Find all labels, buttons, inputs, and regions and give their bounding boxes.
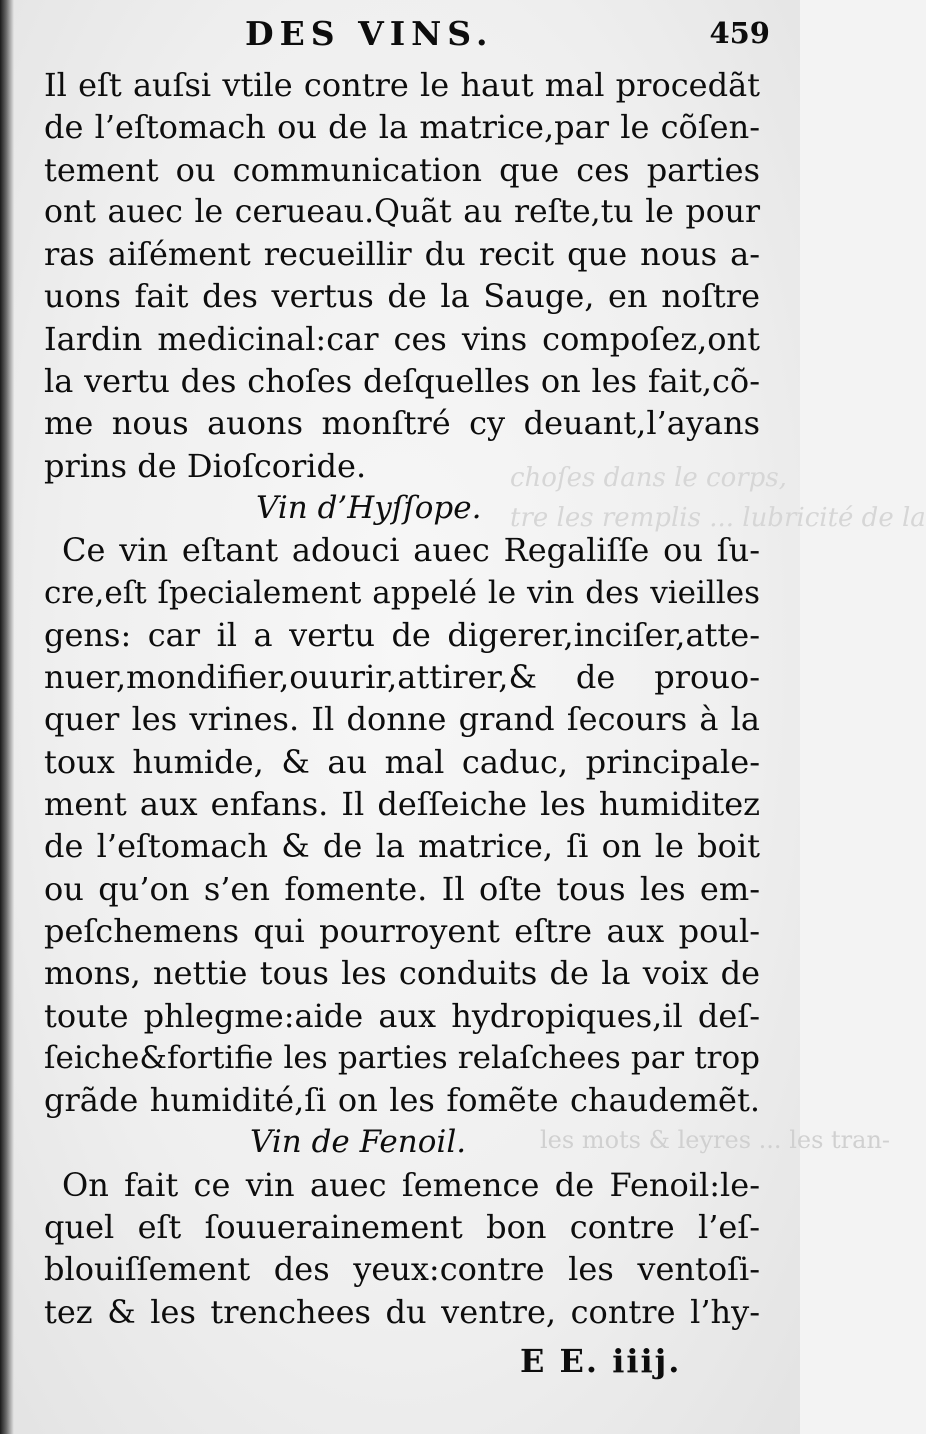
- text-line: la vertu des choſes deſquelles on les fait,cõ-: [44, 362, 760, 401]
- text-line: toute phlegme:aide aux hydropiques,il deſ-: [44, 996, 760, 1035]
- text-line: prins de Dioſcoride.: [44, 446, 367, 485]
- text-line: tez & les trenchees du ventre, contre l’hy-: [44, 1292, 760, 1331]
- text-line: Iardin medicinal:car ces vins compoſez,ont: [44, 319, 760, 358]
- section-heading-hyssope: Vin d’Hyſſope.: [256, 489, 482, 526]
- page-header: [40, 14, 780, 58]
- text-line: me nous auons monſtré cy deuant,l’ayans: [44, 404, 760, 443]
- text-line: tement ou communication que ces parties: [44, 150, 760, 189]
- text-line: ras aiſément recueillir du recit que nous a-: [44, 235, 760, 274]
- text-line: quel eſt ſouuerainement bon contre l’eſ-: [44, 1208, 760, 1247]
- show-through-text-lower: les mots & leyres ... les tran-: [540, 1126, 891, 1154]
- running-head: DES VINS.: [245, 14, 494, 53]
- text-line: mons, nettie tous les conduits de la voix de: [44, 954, 760, 993]
- text-line: ment aux enfans. Il deſſeiche les humiditez: [44, 785, 760, 824]
- text-line: Ce vin eſtant adouci auec Regaliſſe ou ſu-: [62, 531, 760, 570]
- text-line: de l’eſtomach ou de la matrice,par le cõſen-: [44, 108, 760, 147]
- text-line: ſeiche&fortifie les parties relaſchees par trop: [44, 1039, 760, 1076]
- section-heading-fenoil: Vin de Fenoil.: [250, 1124, 467, 1161]
- text-line: nuer,mondifier,ouurir,attirer,& de prouo-: [44, 658, 760, 697]
- text-line: ont auec le cerueau.Quãt au reſte,tu le pour: [44, 193, 760, 230]
- text-line: On fait ce vin auec ſemence de Fenoil:le-: [62, 1165, 760, 1204]
- text-line: Il eſt auſsi vtile contre le haut mal procedãt: [44, 66, 760, 104]
- signature-mark: E E. iiij.: [520, 1342, 682, 1380]
- text-line: uons fait des vertus de la Sauge, en noſtre: [44, 277, 760, 316]
- page-number: 459: [709, 16, 770, 50]
- text-line: peſchemens qui pourroyent eſtre aux poul-: [44, 911, 760, 950]
- show-through-text: choſes dans le corps, tre les remplis ... lubricité de la: [510, 463, 926, 533]
- page-gutter-shadow: [0, 0, 14, 1434]
- text-line: gens: car il a vertu de digerer,inciſer,atte-: [44, 615, 760, 654]
- text-line: grãde humidité,ſi on les fomẽte chaudemẽt.: [44, 1081, 760, 1120]
- body-text: [44, 64, 760, 1333]
- text-line: ou qu’on s’en fomente. Il oſte tous les em-: [44, 869, 760, 908]
- text-line: cre,eſt ſpecialement appelé le vin des vieilles: [44, 574, 760, 611]
- text-line: toux humide, & au mal caduc, principale-: [44, 742, 760, 781]
- text-line: blouiſſement des yeux:contre les ventoſi-: [44, 1250, 760, 1289]
- text-line: de l’eſtomach & de la matrice, ſi on le boit: [44, 827, 760, 866]
- text-line: quer les vrines. Il donne grand ſecours à la: [44, 700, 760, 739]
